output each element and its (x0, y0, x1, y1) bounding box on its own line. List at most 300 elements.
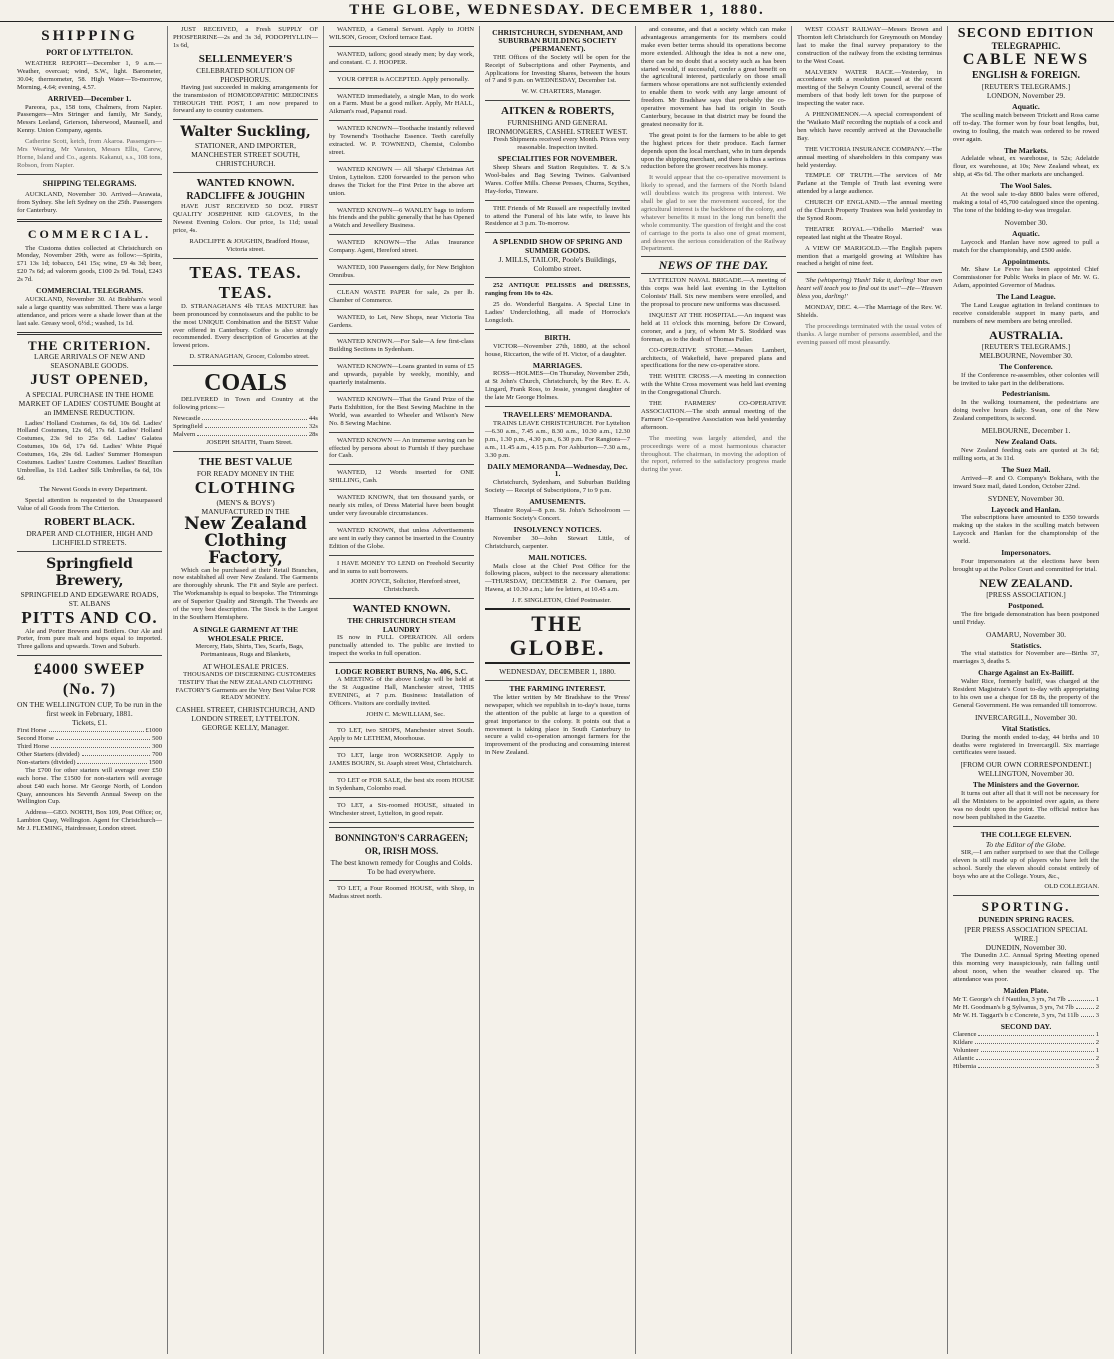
aquatic2-text: Laycock and Hanlan have now agreed to pull a match for the championship, and £500 aside. (953, 238, 1099, 254)
sweep-sub: ON THE WELLINGTON CUP, To be run in the first week in February, 1881. (17, 700, 162, 719)
brewery-title: Springfield Brewery, (46, 555, 133, 589)
factory-text: Which can be purchased at their Retail Branches, now established all over New Zealand. The Garments are thoroughly shrunk. The Fit and Style are perfect. The Workmanship is equal to bespoke. The Trimmings are of Superior Quality and Strength. The Tweeds are of the very best description. The Stock is the Largest in the Southern Hemisphere. (173, 566, 318, 621)
impersonators-text: Four impersonators at the elections have been brought up at the Police Court and committed for trial. (953, 557, 1099, 573)
news-item: THE VICTORIA INSURANCE COMPANY.—The annual meeting of shareholders in this company was held yesterday. (797, 145, 942, 169)
clothing-sub: (MEN'S & BOYS') (216, 497, 275, 507)
maiden-result-label: Mr W. H. Taggart's b c Concrete, 3 yrs, 7st 11lb (953, 1011, 1079, 1019)
divider (797, 272, 942, 273)
divider (329, 555, 474, 556)
conference-text: If the Conference re-assembles, other colonies will be invited to take part in the deliberations. (953, 371, 1099, 387)
charge-text: Walter Rice, formerly bailiff, was charged at the Resident Magistrate's Court to-day with appropriating to his own use a cheque for £8 8s, the property of the General Government. He was remanded till tomorrow. (953, 678, 1099, 709)
second-day-results (953, 1031, 1099, 1071)
old-collegian: OLD COLLEGIAN. (1044, 883, 1099, 891)
wholesale-prices: AT WHOLESALE PRICES. (202, 661, 289, 671)
second-day-result-item (953, 1047, 1099, 1055)
coal-price-label: Newcastle (173, 414, 201, 422)
second-day-result-value: 3 (1095, 1063, 1099, 1071)
coal-price-value: 32s (308, 422, 318, 430)
leader-dots (1081, 1012, 1094, 1017)
best-value: THE BEST VALUE (198, 455, 293, 468)
news-item: MALVERN WATER RACE.—Yesterday, in accordance with a resolution passed at the recent meeting of the Selwyn County Council, several of the members of that body left town for the purpose of inspecting the water race. (797, 68, 942, 108)
news-item: CO-OPERATIVE STORE.—Messrs Lambert, architects, of Wakefield, have prepared plans and specifications for the new co-operative store. (641, 346, 786, 370)
special-attention: Special attention is requested to the Unsurpassed Value of all Goods from The Criterion. (17, 496, 162, 512)
aus-reuters: [REUTER'S TELEGRAMS.] (981, 341, 1071, 351)
leader-dots (205, 423, 307, 428)
statistics-text: The vital statistics for November are—Births 37, marriages 3, deaths 5. (953, 650, 1099, 666)
divider (329, 722, 474, 723)
second-day-title: SECOND DAY. (1000, 1021, 1052, 1031)
pedestrianism-title: Pedestrianism. (1002, 389, 1050, 399)
wanted-known-heading: WANTED KNOWN. (352, 603, 451, 616)
leader-dots (976, 1055, 1093, 1060)
brewery-sub: SPRINGFIELD AND EDGEWARE ROADS, ST. ALBANS (20, 589, 159, 608)
aitken-title: AITKEN & ROBERTS, (501, 105, 614, 118)
newspaper-page (12, 26, 1104, 1354)
own-correspondent: [FROM OUR OWN CORRESPONDENT.] (960, 760, 1092, 770)
dunedin-assoc: [PER PRESS ASSOCIATION SPECIAL WIRE.] (964, 925, 1088, 944)
wanted-ad: WANTED KNOWN—That the Grand Prize of the Paris Exhibition, for the Best Sewing Machine in the World, was awarded to Wheeler and Wilson's New No. 8 Sewing Machine. (329, 396, 474, 427)
news-item: TEMPLE OF TRUTH.—The services of Mr Parlane at the Temple of Truth last evening were attended by a large audience. (797, 172, 942, 196)
divider (329, 88, 474, 89)
prize-value: 300 (152, 743, 162, 751)
news-filler: The meeting was largely attended, and the proceedings were of a most harmonious character throughout. The chairman, in moving the adoption of the report, referred to the satisfactory progress made during the year. (641, 434, 786, 474)
mail-text: Mails close at the Chief Post Office for the following places, subject to the necessary alterations:—THURSDAY, DECEMBER 2. For Oamaru, per Hawea, at 10.30 a.m.; late fee letters, at 10.45 a.m. (485, 562, 630, 594)
suez-title: The Suez Mail. (1001, 464, 1051, 474)
divider (17, 551, 162, 552)
pitts-text: Ale and Porter Brewers and Bottlers. Our Ale and Porter, from pure malt and hops equal to imported. Three gallons and upwards. Town and Suburb. (17, 627, 162, 651)
season-title: A SPLENDID SHOW OF SPRING AND SUMMER GOODS. (492, 237, 623, 256)
clothing-title: CLOTHING (194, 477, 297, 497)
divider (329, 161, 474, 162)
coals-title: COALS (204, 370, 287, 397)
vital-text: During the month ended to-day, 44 births and 10 deaths were registered in Invercargill. Six marriage certificates were issued. (953, 733, 1099, 757)
second-day-result-label: Atlantic (953, 1055, 975, 1063)
laycock-text: The subscriptions have amounted to £350 towards making up the stakes in the sculling match between Laycock and Hanlan for the championship of the world. (953, 514, 1099, 546)
shipping-sub: PORT OF LYTTELTON. (46, 48, 133, 57)
funeral-notice: THE Friends of Mr Russell are respectfully invited to attend the Funeral of his late wife, to leave his Residence at 3 p.m. To-morrow. (485, 204, 630, 228)
bonnington-title: BONNINGTON'S CARRAGEEN; OR, IRISH MOSS. (334, 832, 469, 856)
building-society-title: CHRISTCHURCH, SYDENHAM, AND SUBURBAN BUILDING SOCIETY (PERMANENT). (492, 28, 623, 53)
maiden-result-item (953, 996, 1099, 1004)
maiden-results (953, 996, 1099, 1020)
news-of-the-day-title: NEWS OF THE DAY. (641, 256, 786, 274)
suckling-sub: STATIONER, AND IMPORTER, MANCHESTER STREET SOUTH, CHRISTCHURCH. (191, 141, 300, 169)
stranaghan: D. STRANAGHAN, Grocer, Colombo street. (189, 353, 310, 361)
to-let-ad: TO LET, two SHOPS, Manchester street South. Apply to Mr LETHEM, Moorhouse. (329, 727, 474, 743)
coal-price-label: Malvern (173, 430, 196, 438)
wanted-ad: WANTED, a General Servant. Apply to JOHN WILSON, Grocer, Oxford terrace East. (329, 26, 474, 41)
prize-item (17, 759, 162, 767)
arrived-text: Pareora, p.s., 158 tons, Chalmers, from Napier. Passengers—Mrs Stringer and family, Mr Sandy, Messrs Leeland, Grierson, Isherwood, Maunsell, and Kenny. Union Company, agents. (17, 103, 162, 135)
divider (329, 120, 474, 121)
second-edition: SECOND EDITION (957, 26, 1095, 41)
column-6 (792, 26, 948, 1354)
vital-title: Vital Statistics. (1001, 723, 1051, 733)
english-foreign: ENGLISH & FOREIGN. (971, 70, 1081, 81)
shipping-telegrams-text: AUCKLAND, November 30. Arrived—Arawata, from Sydney. She left Sydney on the 25th. Passengers for Canterbury. (17, 190, 162, 214)
commercial-text: The Customs duties collected at Christchurch on Monday, November 29th, were as follow:—Spirits, £71 13s 1d; tobacco, £41 15s; wine, £9 4s 3d; beer, £20 7s 6d; ad valorem goods, £100 2s 9d. Total, £243 2s 7d. (17, 244, 162, 284)
cable-news: CABLE NEWS (962, 51, 1090, 68)
impersonators-title: Impersonators. (1001, 548, 1051, 558)
radcliffe-text: HAVE JUST RECEIVED 50 DOZ. FIRST QUALITY JOSEPHINE KID GLOVES, In the Newest Evening Colors. Our price, 1s 11d; usual price, 4s. (173, 203, 318, 235)
second-day-result-value: 2 (1095, 1039, 1099, 1047)
second-day-result-item (953, 1063, 1099, 1071)
prize-item (17, 727, 162, 735)
travellers-text: TRAINS LEAVE CHRISTCHURCH. For Lyttelton—6.30 a.m., 7.45 a.m., 8.30 a.m., 10.30 a.m., 12.30 p.m., 1.30 p.m., 4.30 p.m., 6.30 p.m. For Rangiora—7 a.m., 11.45 a.m., 4.15 p.m. For Ashburton—7.30 a.m., 3.30 p.m. (485, 420, 630, 459)
daily-memo-title: DAILY MEMORANDA—Wednesday, Dec. 1. (487, 461, 628, 479)
west-coast-railway: WEST COAST RAILWAY—Messrs Brown and Thornton left Christchurch for Greymouth on Monday last to make the final survey preparatory to the construction of the railway from the existing terminus to the West Coast. (797, 26, 942, 65)
divider (485, 680, 630, 681)
divider (329, 333, 474, 334)
pedestrianism-text: In the walking tournament, the pedestrians are doing twelve hours daily. Swan, one of the New Zealand competitors, is second. (953, 399, 1099, 423)
leader-dots (51, 743, 150, 748)
sporting-title: SPORTING. (981, 899, 1071, 915)
divider (953, 895, 1099, 896)
wholesale-text: Mercery, Hats, Shirts, Ties, Scarfs, Bags, Portmanteaus, Rugs and Blankets, (195, 642, 304, 658)
oamaru-date: OAMARU, November 30. (986, 629, 1066, 639)
leader-dots (981, 1047, 1094, 1052)
ballad: MONDAY, DEC. 4.—The Marriage of the Rev. W. Shields. (797, 304, 942, 319)
prize-label: Second Horse (17, 735, 54, 743)
col6-filler: The proceedings terminated with the usual votes of thanks. A large number of persons assembled, and the evening passed off most pleasantly. (797, 322, 942, 346)
divider (173, 258, 318, 259)
divider (485, 232, 630, 233)
second-day-result-value: 1 (1095, 1031, 1099, 1039)
single-garment: A SINGLE GARMENT AT THE WHOLESALE PRICE. (193, 624, 298, 643)
maiden-result-value: 2 (1095, 1003, 1099, 1011)
editorial-filler: It would appear that the co-operative movement is likely to spread, and the farmers of the North Island will doubtless watch its progress with interest. We shall be glad to see the movement succeed, for the agricultural interest is the backbone of the colony, and whatever benefits it must in the long run benefit the whole community. The question of freight and the cost of carriage to the ports is also one of great moment, and deserves the serious consideration of the Railway Department. (641, 174, 786, 253)
coal-price-item (173, 423, 318, 431)
telegraphic: TELEGRAPHIC. (991, 41, 1061, 51)
wanted-known-notice: WANTED KNOWN, that unless Advertisements are sent in early they cannot be inserted in the Country Edition of the Globe. (329, 526, 474, 550)
wanted-ad: WANTED, tailors; good steady men; by day work, and constant. C. J. HOOPER. (329, 50, 474, 66)
tailor: J. MILLS, TAILOR, Poole's Buildings, Colombo street. (498, 255, 617, 274)
divider (173, 172, 318, 173)
divider (329, 827, 474, 828)
nov30: November 30. (1004, 217, 1048, 227)
specialities-text: Sheep Shears and Station Requisites. T. & S.'s Wool-bales and Bag Sewing Twines. Galvanised Wares. Coffee Mills. Cheese Presses, Churns, Scythes, Hay-forks, Tinware. (485, 163, 630, 195)
appointments-text: Mr. Shaw Le Fevre has been appointed Chief Commissioner for Public Works in place of Mr. W. G. Adam, appointed Governor of Madras. (953, 266, 1099, 290)
news-item: A VIEW OF MARIGOLD.—The English papers mention that a marigold growing at Wiltshire has reached a height of nine feet. (797, 244, 942, 268)
divider (329, 202, 474, 203)
lodge-signature: JOHN C. McWILLIAM, Sec. (366, 710, 445, 718)
coal-price-label: Springfield (173, 422, 203, 430)
wanted-ad: WANTED KNOWN—6 WANLEY bags to inform his friends and the public generally that he has Opened a Watch and Jewellery Business. (329, 206, 474, 230)
leader-dots (202, 415, 306, 420)
college-to: To the Editor of the Globe. (985, 839, 1067, 849)
wanted-ad: WANTED KNOWN—Toothache instantly relieved by Townend's Toothache Essence. Teeth carefully extracted. W. P. TOWNEND, Chemist, Colombo street. (329, 125, 474, 156)
divider (173, 119, 318, 120)
wellington-date: WELLINGTON, November 30. (977, 769, 1075, 779)
arrived-head: ARRIVED—December 1. (47, 93, 132, 103)
farming-title: THE FARMING INTEREST. (509, 684, 606, 694)
ministers-text: It turns out after all that it will not be necessary for all the Ministers to be appointed over again, as there was no doubt upon the point. The official notice has now been published in the Gazette. (953, 790, 1099, 821)
coal-price-value: 44s (308, 414, 318, 422)
nz-oats-title: New Zealand Oats. (995, 437, 1057, 447)
maiden-result-item (953, 1004, 1099, 1012)
wanted-ad: WANTED KNOWN — An immense saving can be effected by persons about to Furnish if they purchase for Cash. (329, 436, 474, 460)
insolvency-title: INSOLVENCY NOTICES. (513, 524, 602, 534)
prize-value: 1500 (148, 758, 162, 766)
prize-label: Other Starters (divided) (17, 750, 80, 758)
commercial-telegrams-title: COMMERCIAL TELEGRAMS. (35, 286, 144, 296)
masthead-title: THE GLOBE, WEDNESDAY. DECEMBER 1, 1880. (349, 2, 765, 18)
leader-dots (975, 1039, 1094, 1044)
teas-title: TEAS. TEAS. TEAS. (189, 262, 302, 302)
marriages-title: MARRIAGES. (532, 360, 583, 370)
divider (329, 662, 474, 663)
globe-date: WEDNESDAY, DECEMBER 1, 1880. (499, 667, 616, 677)
suez-text: Arrived—P. and O. Company's Bokhara, with the inward Suez mail, dated London, October 22nd. (953, 474, 1099, 490)
nz-title: NEW ZEALAND. (979, 575, 1073, 590)
leader-dots (1068, 996, 1094, 1001)
radcliffe-title: RADCLIFFE & JOUGHIN (186, 191, 305, 203)
leader-dots (49, 727, 144, 732)
dialogue: 'She (whispering) 'Hush! Take it, darling! Your own heart will teach you to find out its use!'—He—'Heaven bless you, darling!' (797, 277, 942, 301)
ministers-title: The Ministers and the Governor. (972, 780, 1080, 790)
aquatic-text: The sculling match between Trickett and Ross came off to-day. The former won by four boat lengths, but, owing to fouling, the match was ordered to be rowed over again. (953, 111, 1099, 143)
divider (485, 100, 630, 101)
divider (329, 489, 474, 490)
wanted-ad: WANTED, 12 Words inserted for ONE SHILLING, Cash. (329, 469, 474, 485)
coal-price-value: 28s (308, 430, 318, 438)
amusements-title: AMUSEMENTS. (529, 497, 586, 507)
second-day-result-value: 2 (1095, 1055, 1099, 1063)
divider (173, 365, 318, 366)
second-day-result-label: Clarence (953, 1031, 977, 1039)
divider (329, 391, 474, 392)
news-item: THE FARMERS' CO-OPERATIVE ASSOCIATION.—The sixth annual meeting of the Farmers' Co-operative Association was held yesterday afternoon. (641, 400, 786, 431)
commercial-title: COMMERCIAL. (27, 226, 152, 241)
appointments-title: Appointments. (1002, 256, 1050, 266)
antique-head: 252 ANTIQUE PELISSES and DRESSES, ranging from 10s to 42s. (485, 282, 630, 298)
sweep-title: £4000 SWEEP (No. 7) (33, 661, 145, 699)
prize-value: 700 (152, 750, 162, 758)
divider (485, 200, 630, 201)
press-assoc: [PRESS ASSOCIATION.] (986, 589, 1066, 599)
just-opened: JUST OPENED, (30, 371, 149, 388)
divider (173, 451, 318, 452)
column-4 (480, 26, 636, 1354)
column-5 (636, 26, 792, 1354)
melbourne-dec1: MELBOURNE, December 1. (981, 426, 1071, 436)
aitken-sub: FURNISHING AND GENERAL IRONMONGERS, CASHEL STREET WEST. (487, 118, 628, 137)
mail-title: MAIL NOTICES. (528, 552, 587, 562)
laundry-title: THE CHRISTCHURCH STEAM LAUNDRY (347, 616, 456, 635)
criterion-title: THE CRITERION. (27, 337, 152, 353)
branch: CASHEL STREET, CHRISTCHURCH, AND LONDON STREET, LYTTELTON. (176, 705, 315, 724)
column-3 (324, 26, 480, 1354)
marriages-text: ROSS—HOLMES—On Thursday, November 25th, at St John's Church, Christchurch, by the Rev. E. A. Lingard, Frank Ross, to Jessie, youngest daughter of the late Mr George Holmes. (485, 370, 631, 402)
farming-text: The letter written by Mr Bradshaw to the 'Press' newspaper, which we republish in to-day's issue, turns the attention of the public at large to a question of great importance to the colony. It points out that a movement is taking place in South Canterbury to secure a valid co-operation amongst farmers for the improvement of the producing and consuming interest in New Zealand. (485, 693, 630, 757)
insolvency-text: November 30—John Stewart Little, of Christchurch, carpenter. (485, 534, 630, 550)
reuters: [REUTER'S TELEGRAMS.] (981, 82, 1071, 91)
sellenmeyer-sub: CELEBRATED SOLUTION OF PHOSPHORUS. (196, 65, 295, 84)
criterion-sub: LARGE ARRIVALS OF NEW AND SEASONABLE GOODS. (34, 351, 145, 370)
land-league-text: The Land League agitation in Ireland continues to receive considerable support in many parts, and numbers of new members are being enrolled. (953, 302, 1099, 325)
coals-list (173, 415, 318, 439)
divider (329, 358, 474, 359)
testify: THOUSANDS OF DISCERNING CUSTOMERS TESTIFY That the NEW ZEALAND CLOTHING FACTORY'S Garments are the Very Best Value FOR READY MONEY. (175, 670, 316, 702)
building-society-text: THE Offices of the Society will be open for the Receipt of Subscriptions and other Payments, and Applications for Investing Shares, between the hours of 7 and 9 p.m. on WEDNESDAY, December 1st. (485, 53, 630, 85)
divider (329, 797, 474, 798)
postponed-title: Postponed. (1008, 600, 1044, 610)
laycock-title: Laycock and Hanlan. (991, 504, 1061, 514)
newest-goods: The Newest Goods in every Department. (39, 485, 148, 493)
shipping-telegrams-title: SHIPPING TELEGRAMS. (42, 178, 137, 188)
leader-dots (82, 751, 150, 756)
teas-text: D. STRANAGHAN'S 4lb TEAS MIXTURE has been pronounced by connoisseurs and the public to be the most UNIQUE Combination and the BEST Value ever offered in Canterbury. Coffee is also strongly recommended. Every description of Groceries at the lowest prices. (173, 302, 318, 350)
maiden-result-value: 3 (1095, 1011, 1099, 1019)
ready-money: FOR READY MONEY IN THE (196, 468, 295, 478)
divider (329, 71, 474, 72)
leader-dots (197, 431, 306, 436)
charge-title: Charge Against an Ex-Bailiff. (978, 668, 1074, 678)
radcliffe-address: RADCLIFFE & JOUGHIN, Bradford House, Victoria street. (189, 237, 310, 253)
manufactured: MANUFACTURED IN THE (201, 506, 290, 516)
divider (329, 234, 474, 235)
dunedin-date: DUNEDIN, November 30. (985, 943, 1067, 953)
wanted-ads-list (329, 26, 474, 162)
prize-item (17, 751, 162, 759)
australia-title: AUSTRALIA. (989, 327, 1063, 342)
leader-dots (978, 1031, 1093, 1036)
prize-value: £1000 (145, 727, 162, 735)
markets-title: The Markets. (1004, 145, 1048, 155)
wanted-ad: WANTED, to Let, New Shops, near Victoria Tea Gardens. (329, 313, 474, 329)
divider (329, 772, 474, 773)
postmaster: J. F. SINGLETON, Chief Postmaster. (512, 597, 611, 605)
divider (329, 46, 474, 47)
prize-label: Third Horse (17, 743, 50, 751)
melbourne-date: MELBOURNE, November 30. (979, 350, 1073, 360)
phosphorus-head: JUST RECEIVED, a Fresh SUPPLY OF PHOSFERRINE—2s and 3s 3d, PODOPHYLLIN—1s 6d, (173, 26, 318, 49)
to-let-ad: TO LET, large iron WORKSHOP. Apply to JAMES BOURN, St. Asaph street West, Christchurch. (329, 752, 474, 768)
maiden-result-item (953, 1012, 1099, 1020)
new-zealand-title: New Zealand (184, 513, 307, 534)
manager: GEORGE KELLY, Manager. (201, 723, 289, 733)
second-day-result-item (953, 1039, 1099, 1047)
globe-title: THE GLOBE. (485, 608, 630, 664)
lodge-text: A MEETING of the above Lodge will be held at the St Augustine Hall, Manchester street, THIS EVENING, at 7 p.m. Business: Installation of Officers. Visitors are cordially invited. (329, 675, 474, 707)
divider (485, 329, 630, 330)
college-eleven-title: THE COLLEGE ELEVEN. (980, 829, 1072, 839)
divider (329, 880, 474, 881)
sweep-address: Address—GEO. NORTH, Box 109, Post Office; or, Lambton Quay, Wellington. Agent for Christchurch—Mr J. FLEMING, Hairdresser, London street. (17, 809, 162, 833)
robert-black: ROBERT BLACK. (44, 515, 135, 528)
divider (329, 432, 474, 433)
news-items-list (641, 277, 786, 431)
maiden-result-label: Mr H. Goodman's b g Sylvanus, 3 yrs, 7st 7lb (953, 1003, 1074, 1011)
news-item: INQUEST AT THE HOSPITAL.—An inquest was held at 11 o'clock this morning, before Dr Coward, coroner, and a jury, of whom Mr S. Stoddard was foreman, as to the death of Thomas Fuller. (641, 312, 786, 343)
costumes-list: Ladies' Holland Costumes, 6s 6d, 10s 6d. Ladies' Holland Costumes, 12s 6d, 17s 6d. Ladies' Holland Costumes, 23s 9d to 25s 6d. Ladies' Galatea Costumes, 10s 6d, 17s 6d. Ladies' White Piqué Costumes, 16s, 29s 6d. Ladies' Summer Homespun Costumes. Ladies' Lustre Costumes. Ladies' Brazilian Umbrellas, 1s 11d. Ladies' Silk Umbrellas, 6s 6d, 10s 6d. (17, 419, 162, 482)
postponed-text: The fire brigade demonstration has been postponed until Friday. (953, 610, 1099, 626)
column-2 (168, 26, 324, 1354)
sweep-text: The £700 for other starters will average over £50 each horse. The £1500 for non-starters will average about £40 each horse. Mr George North, of London Quay, announces his Seventh Annual Sweep on the Wellington Cup. (17, 766, 162, 806)
commercial-telegrams-text: AUCKLAND, November 30. At Brabham's wool sale a large quantity was submitted. There was a large attendance, and prices were a shade lower than at the last sale. Greasy wool, 6½d.; washed, 1s 1d. (17, 295, 162, 327)
prize-item (17, 735, 162, 743)
maiden-title: Maiden Plate. (1003, 985, 1049, 995)
wanted-known-title: WANTED KNOWN. (196, 177, 295, 190)
coals-text: DELIVERED in Town and Country at the following prices:— (173, 396, 318, 412)
wool-text: At the wool sale to-day 8800 bales were offered, making a total of 45,700 catalogued since the opening. The tone of the bidding to-day was irregular. (953, 191, 1099, 214)
college-text: SIR,—I am rather surprised to see that the College eleven is still made up of players who have left the school. Surely the eleven should consist entirely of boys who are at the College. Yours, &c., (953, 848, 1099, 880)
special-purchase: A SPECIAL PURCHASE IN THE HOME MARKET OF LADIES' COSTUME Bought at an IMMENSE REDUCTION. (18, 389, 161, 417)
aquatic-title: Aquatic. (1012, 102, 1040, 111)
editorial-text: and consume, and that a society which can make advantageous arrangements for its members could make even better terms should its operations become more extended. Although the idea is not a new one, there can be no doubt that a society such as has been started would, if successful, confer a great benefit on the agricultural interest, particularly on those small farmers whose operations are not sufficiently extended to enable them to work with any large amount of freedom. Mr Bradshaw says that probably the co-operative movement has had its origin in South Canterbury, because in that district may be found the greatest necessity for it. (641, 26, 786, 128)
prize-item (17, 743, 162, 751)
news-item: A PHENOMENON.—A special correspondent of the 'Waikato Mail' recording the nuptials of a cock and hen which have recently arrived at the Duvauchelle Bay. (797, 111, 942, 142)
divider (17, 655, 162, 656)
wanted-ad: YOUR OFFER is ACCEPTED. Apply personally. (337, 75, 470, 83)
statistics-title: Statistics. (1010, 640, 1042, 650)
invercargill-date: INVERCARGILL, November 30. (974, 712, 1078, 722)
wanted-ad: WANTED, 100 Passengers daily, for New Brighton Omnibus. (329, 264, 474, 279)
sydney-date: SYDNEY, November 30. (987, 493, 1065, 503)
wanted-ad: WANTED KNOWN.—For Sale—A few first-class Building Sections in Sydenham. (329, 338, 474, 354)
amusements-text: Theatre Royal—8 p.m. St. John's Schoolroom — Harmonic Society's Concert. (485, 507, 630, 522)
divider (17, 219, 162, 222)
leader-dots (77, 759, 146, 764)
divider (329, 598, 474, 599)
news-item: THEATRE ROYAL.—'Othello Married' was repeated last night at the Theatre Royal. (797, 225, 942, 241)
pitts-title: PITTS AND CO. (21, 607, 158, 627)
divider (485, 406, 630, 407)
suckling-title: Walter Suckling, (180, 124, 311, 141)
column-7 (948, 26, 1104, 1354)
news-item: CHURCH OF ENGLAND.—The annual meeting of the Church Property Trustees was held yesterday in the Synod Room. (797, 199, 942, 222)
to-let-ad: TO LET or FOR SALE, the best six room HOUSE in Sydenham, Colombo road. (329, 777, 474, 792)
money-to-lend: I HAVE MONEY TO LEND on Freehold Security and in sums to suit borrowers. (329, 559, 474, 575)
land-league-title: The Land League. (996, 292, 1056, 302)
sweep-tickets: Tickets, £1. (72, 718, 107, 728)
divider (329, 284, 474, 285)
money-to-lend-signature: JOHN JOYCE, Solicitor, Hereford street, Christchurch. (350, 578, 461, 594)
leader-dots (56, 735, 150, 740)
shipping-text: WEATHER REPORT—December 1, 9 a.m.—Weather, overcast; wind, S.W., light. Barometer, 30.04; thermometer, 58. High Water—To-morrow, Morning, 4.64; evening, 4.57. (17, 60, 162, 91)
second-day-result-item (953, 1055, 1099, 1063)
to-let-last: TO LET, a Four Roomed HOUSE, with Shop, in Madras street north. (329, 884, 474, 900)
wanted-ads-list-2 (329, 166, 474, 523)
prize-label: First Horse (17, 727, 47, 735)
wanted-ad: WANTED KNOWN — All 'Sharps' Christmas Art Union, Lyttelton. £200 forwarded to the person who draws the Ticket for the First Prize in the above art union. (329, 165, 474, 197)
masthead (0, 0, 1114, 22)
divider (329, 822, 474, 823)
nz-oats-text: New Zealand feeding oats are quoted at 3s 6d; milling sorts, at 3s 11d. (953, 447, 1099, 462)
antique-text: 25 do. Wonderful Bargains. A Special Line in Ladies' Underclothing, all made of Horrocks's Longcloth. (485, 301, 630, 324)
divider (329, 259, 474, 260)
wanted-ad: WANTED KNOWN—The Atlas Insurance Company. Agent, Hereford street. (329, 239, 474, 255)
wanted-ad: WANTED KNOWN, that ten thousand yards, or nearly six miles, of Dress Material have been bought under very favourable circumstances. (329, 494, 474, 517)
daily-memo-text: Christchurch, Sydenham, and Suburban Building Society — Receipt of Subscriptions, 7 to 9 p.m. (485, 479, 630, 495)
second-day-result-label: Kildare (953, 1039, 973, 1047)
london-date: LONDON, November 29. (986, 91, 1066, 100)
maiden-result-label: Mr T. George's ch f Nautilus, 3 yrs, 7st 7lb (953, 995, 1066, 1003)
col6-items-list (797, 69, 942, 269)
births-text: VICTOR—November 27th, 1880, at the school house, Riccarton, the wife of H. Victor, of a daughter. (485, 342, 630, 358)
divider (329, 464, 474, 465)
leader-dots (978, 1063, 1094, 1068)
dunedin-races-title: DUNEDIN SPRING RACES. (978, 915, 1074, 925)
lodge-title: LODGE ROBERT BURNS, No. 406, S.C. (335, 666, 468, 676)
divider (329, 522, 474, 523)
divider (17, 332, 162, 335)
shipping-title: SHIPPING (41, 28, 138, 44)
to-let-ad: TO LET, a Six-roomed HOUSE, situated in Winchester street, Lyttelton, in good repair. (329, 801, 474, 817)
to-let-list (329, 727, 474, 822)
laundry-text: IS now in FULL OPERATION. All orders punctually attended to. The public are invited to inspect the works in full operation. (329, 634, 474, 658)
bonnington-sub: The best known remedy for Coughs and Colds. To be had everywhere. (330, 857, 473, 876)
